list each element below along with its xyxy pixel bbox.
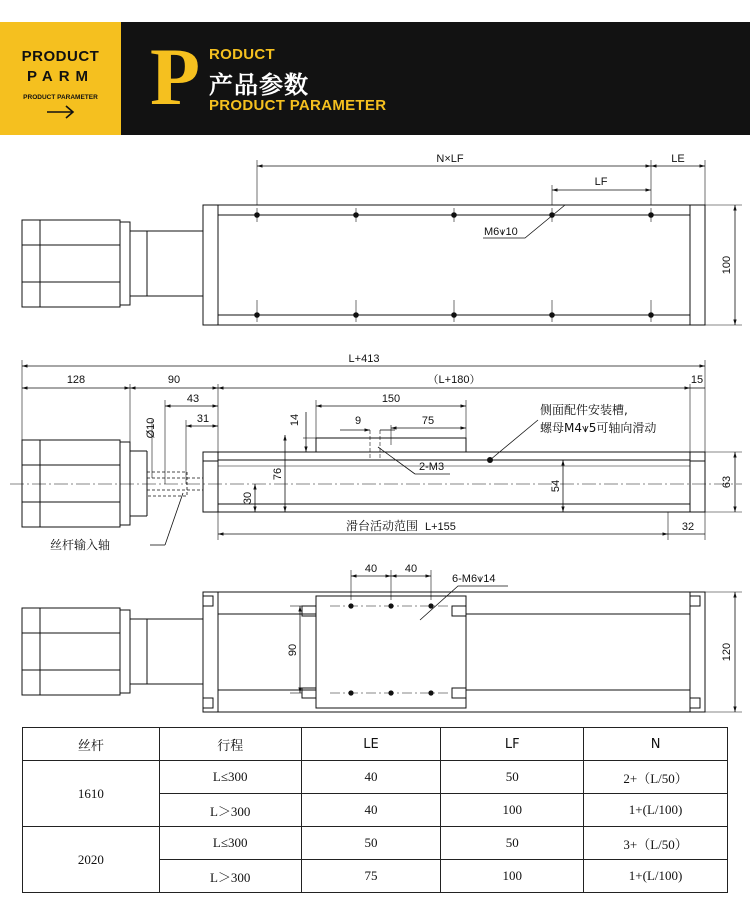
- cell-stroke: L≤300: [159, 827, 301, 860]
- big-p-logo: P: [150, 31, 201, 122]
- dim-le: LE: [671, 153, 685, 165]
- header-lf: LF: [441, 728, 584, 761]
- cell-le: 50: [301, 827, 441, 860]
- side-view: [10, 360, 742, 545]
- dim-76: 76: [272, 467, 284, 481]
- cell-le: 75: [301, 860, 441, 893]
- input-shaft-label: 丝杆输入轴: [50, 538, 111, 552]
- dim-54: 54: [550, 479, 562, 493]
- table-row: [23, 827, 728, 860]
- badge-line-1: PRODUCT: [21, 48, 100, 65]
- cell-stroke: L＞300: [159, 860, 301, 893]
- dim-30: 30: [242, 491, 254, 505]
- dim-nxlf: N×LF: [436, 153, 464, 165]
- dim-15: 15: [690, 374, 704, 386]
- dim-l180: （L+180）: [427, 374, 481, 386]
- page-subtitle: PRODUCT PARAMETER: [209, 97, 387, 114]
- top-view-labels: [436, 153, 733, 274]
- travel-range-value: L+155: [425, 521, 456, 533]
- travel-range-label: 滑台活动范围: [345, 519, 418, 533]
- badge-line-3: PRODUCT PARAMETER: [23, 94, 98, 101]
- cell-n: 1+(L/100): [584, 860, 728, 893]
- header-screw: 丝杆: [23, 728, 160, 761]
- cell-screw: 1610: [23, 761, 160, 827]
- cell-screw: 2020: [23, 827, 160, 893]
- cell-stroke: L＞300: [159, 794, 301, 827]
- dim-90-side: 90: [167, 374, 181, 386]
- page-title: 产品参数: [209, 72, 309, 99]
- dim-14: 14: [289, 413, 301, 427]
- dim-phi10: Ø10: [145, 417, 157, 439]
- cell-lf: 100: [441, 860, 584, 893]
- header-stroke: 行程: [159, 728, 301, 761]
- title-small: RODUCT: [209, 46, 275, 63]
- cell-le: 40: [301, 794, 441, 827]
- cell-lf: 50: [441, 761, 584, 794]
- carriage-view: [22, 570, 742, 712]
- dim-9: 9: [354, 415, 362, 427]
- dim-90-carriage: 90: [287, 643, 299, 657]
- table-header-row: [23, 728, 728, 761]
- dim-100: 100: [721, 255, 733, 275]
- motor-side: [22, 440, 120, 527]
- dim-lf: LF: [594, 176, 608, 188]
- rail-side: [203, 452, 705, 512]
- cell-n: 3+（L/50）: [584, 827, 728, 860]
- callout-slot-line-1: 侧面配件安装槽,: [540, 403, 628, 417]
- header-le: LE: [301, 728, 441, 761]
- callout-m6: M6⩛10: [484, 226, 518, 238]
- dim-128: 128: [66, 374, 86, 386]
- dim-l413: L+413: [348, 353, 380, 365]
- cell-n: 1+(L/100): [584, 794, 728, 827]
- cell-le: 40: [301, 761, 441, 794]
- cell-stroke: L≤300: [159, 761, 301, 794]
- callout-6-m6: 6-M6⩛14: [452, 573, 496, 585]
- header-n: N: [584, 728, 728, 761]
- dim-120: 120: [721, 642, 733, 662]
- motor-body: [22, 220, 120, 307]
- dim-75: 75: [421, 415, 435, 427]
- cell-n: 2+（L/50）: [584, 761, 728, 794]
- callout-2-m3: 2-M3: [419, 461, 445, 473]
- dim-31: 31: [196, 413, 210, 425]
- dim-43: 43: [186, 393, 200, 405]
- badge-line-2: PARM: [26, 68, 95, 85]
- callout-slot-line-2: 螺母M4⩛5可轴向滑动: [540, 421, 657, 435]
- cell-lf: 50: [441, 827, 584, 860]
- dim-63: 63: [721, 475, 733, 489]
- top-view: [22, 160, 742, 325]
- dim-32: 32: [681, 521, 695, 533]
- dim-40-a: 40: [364, 563, 378, 575]
- parameter-table: [22, 727, 728, 893]
- cell-lf: 100: [441, 794, 584, 827]
- motor-carriage-view: [22, 608, 120, 695]
- dim-40-b: 40: [404, 563, 418, 575]
- dim-150: 150: [381, 393, 401, 405]
- table-row: [23, 761, 728, 794]
